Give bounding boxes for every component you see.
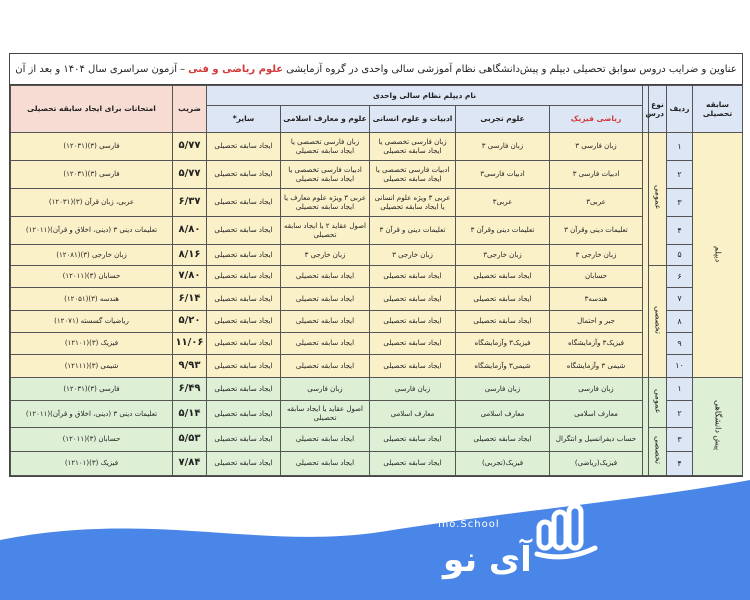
ino-logo-icon — [535, 502, 597, 564]
cell-exam: حسابان (۳)(۱۲۰۱۱) — [11, 428, 173, 452]
cell-zarib: ۶/۳۷ — [173, 189, 207, 217]
cell-riazi: فیزیک۳ وآزمایشگاه — [550, 333, 643, 355]
course-type — [649, 378, 667, 428]
cell-maaref: ایجاد سابقه تحصیلی — [281, 428, 370, 452]
cell-sayer: ایجاد سابقه تحصیلی — [207, 355, 281, 378]
cell-exam: فیزیک (۳)(۱۲۱۰۱) — [11, 333, 173, 355]
table-row — [11, 428, 743, 452]
cell-exam: فارسی (۳)(۱۲۰۳۱) — [11, 133, 173, 161]
row-number: ۳ — [667, 428, 693, 452]
cell-maaref: زبان فارسی — [281, 378, 370, 401]
cell-riazi: زبان فارسی — [550, 378, 643, 401]
cell-tajrobi: ایجاد سابقه تحصیلی — [456, 428, 550, 452]
table-row — [11, 333, 743, 355]
section-label-text: دیپلم — [713, 245, 723, 262]
cell-sayer: ایجاد سابقه تحصیلی — [207, 401, 281, 428]
header-emtehan: امتحانات برای ایجاد سابقه تحصیلی — [11, 86, 173, 133]
row-number: ۴ — [667, 452, 693, 476]
cell-exam: زبان خارجی (۳)(۱۲۰۸۱) — [11, 245, 173, 266]
cell-zarib: ۸/۸۰ — [173, 217, 207, 245]
logo-brand: آی نو — [443, 540, 532, 580]
cell-ensani: تعلیمات دینی و قرآن ۳ — [370, 217, 456, 245]
title-before: عناوین و ضرایب دروس سوابق تحصیلی دیپلم و پیش‌دانشگاهی نظام آموزشی سالی واحدی در گروه آزمایشی — [286, 63, 737, 75]
cell-exam: تعلیمات دینی ۳ (دینی، اخلاق و قرآن)(۱۲۰۱۱) — [11, 401, 173, 428]
cell-sayer: ایجاد سابقه تحصیلی — [207, 333, 281, 355]
section-label-text: پیش دانشگاهی — [713, 399, 723, 451]
table-row — [11, 401, 743, 428]
row-number: ۲ — [667, 401, 693, 428]
table-row — [11, 288, 743, 311]
cell-ensani: ایجاد سابقه تحصیلی — [370, 333, 456, 355]
cell-exam: حسابان (۳)(۱۲۰۱۱) — [11, 266, 173, 288]
cell-maaref: ایجاد سابقه تحصیلی — [281, 355, 370, 378]
cell-exam: ریاضیات گسسته (۱۲۰۷۱) — [11, 311, 173, 333]
title-after: – آزمون سراسری سال ۱۴۰۴ و بعد از آن — [15, 63, 186, 75]
cell-tajrobi: فیزیک۳ وآزمایشگاه — [456, 333, 550, 355]
cell-riazi: هندسه۳ — [550, 288, 643, 311]
cell-tajrobi: معارف اسلامی — [456, 401, 550, 428]
cell-sayer: ایجاد سابقه تحصیلی — [207, 452, 281, 476]
cell-sayer: ایجاد سابقه تحصیلی — [207, 189, 281, 217]
course-type — [649, 428, 667, 476]
cell-ensani: زبان خارجی ۳ — [370, 245, 456, 266]
table-row — [11, 355, 743, 378]
header-group: نام دیپلم نظام سالی واحدی — [207, 86, 643, 106]
cell-zarib: ۵/۱۴ — [173, 401, 207, 428]
cell-maaref: ایجاد سابقه تحصیلی — [281, 311, 370, 333]
cell-maaref: ایجاد سابقه تحصیلی — [281, 266, 370, 288]
row-number: ۹ — [667, 333, 693, 355]
table-row — [11, 245, 743, 266]
cell-tajrobi: زبان فارسی — [456, 378, 550, 401]
cell-riazi: حساب دیفرانسیل و انتگرال — [550, 428, 643, 452]
course-type-text: عمومی — [653, 388, 663, 414]
cell-maaref: زبان خارجی ۳ — [281, 245, 370, 266]
row-number: ۵ — [667, 245, 693, 266]
cell-maaref: زبان فارسی تخصصی یا ایجاد سابقه تحصیلی — [281, 133, 370, 161]
cell-zarib: ۶/۴۹ — [173, 378, 207, 401]
cell-tajrobi: ایجاد سابقه تحصیلی — [456, 266, 550, 288]
table-row — [11, 189, 743, 217]
cell-ensani: ایجاد سابقه تحصیلی — [370, 288, 456, 311]
row-number: ۴ — [667, 217, 693, 245]
cell-zarib: ۵/۷۷ — [173, 133, 207, 161]
cell-riazi: فیزیک(ریاضی) — [550, 452, 643, 476]
row-number: ۳ — [667, 189, 693, 217]
cell-ensani: ایجاد سابقه تحصیلی — [370, 266, 456, 288]
section-label — [693, 133, 743, 378]
cell-zarib: ۱۱/۰۶ — [173, 333, 207, 355]
cell-riazi: شیمی ۳ وآزمایشگاه — [550, 355, 643, 378]
page-title — [10, 54, 742, 85]
cell-exam: شیمی (۳)(۱۲۱۱۱) — [11, 355, 173, 378]
cell-tajrobi: ایجاد سابقه تحصیلی — [456, 288, 550, 311]
course-table-sheet — [9, 53, 743, 477]
header-noe: نوع درس — [649, 86, 667, 133]
row-number: ۷ — [667, 288, 693, 311]
cell-tajrobi: ادبیات فارسی۳ — [456, 161, 550, 189]
course-type-text: تخصصی — [653, 436, 663, 465]
cell-riazi: جبر و احتمال — [550, 311, 643, 333]
row-number: ۶ — [667, 266, 693, 288]
header-radif: ردیف — [667, 86, 693, 133]
cell-exam: فیزیک (۳)(۱۲۱۰۱) — [11, 452, 173, 476]
row-number: ۸ — [667, 311, 693, 333]
cell-maaref: عربی ۳ ویژه علوم معارف یا ایجاد سابقه تحصیلی — [281, 189, 370, 217]
cell-ensani: ایجاد سابقه تحصیلی — [370, 428, 456, 452]
cell-zarib: ۶/۱۴ — [173, 288, 207, 311]
footer-wave — [0, 470, 750, 600]
course-table — [10, 85, 743, 476]
table-row — [11, 378, 743, 401]
course-type-text: عمومی — [653, 185, 663, 210]
cell-ensani: ایجاد سابقه تحصیلی — [370, 452, 456, 476]
header-sayer: سایر* — [207, 106, 281, 133]
course-type-text: تخصصی — [653, 306, 663, 335]
course-type — [649, 266, 667, 378]
cell-maaref: ایجاد سابقه تحصیلی — [281, 288, 370, 311]
cell-riazi: تعلیمات دینی وقرآن ۳ — [550, 217, 643, 245]
header-zarib: ضریب — [173, 86, 207, 133]
cell-ensani: زبان فارسی تخصصی یا ایجاد سابقه تحصیلی — [370, 133, 456, 161]
header-maaref: علوم و معارف اسلامی — [281, 106, 370, 133]
table-row — [11, 311, 743, 333]
section-label — [693, 378, 743, 476]
header-ensani: ادبیات و علوم انسانی — [370, 106, 456, 133]
cell-ensani: عربی ۳ ویژه علوم انسانی یا ایجاد سابقه تحصیلی — [370, 189, 456, 217]
cell-riazi: حسابان — [550, 266, 643, 288]
table-row — [11, 266, 743, 288]
cell-riazi: ادبیات فارسی ۳ — [550, 161, 643, 189]
cell-tajrobi: زبان خارجی۳ — [456, 245, 550, 266]
row-number: ۱ — [667, 378, 693, 401]
cell-exam: فارسی (۳)(۱۲۰۳۱) — [11, 161, 173, 189]
cell-zarib: ۵/۷۷ — [173, 161, 207, 189]
cell-tajrobi: شیمی۳ وآزمایشگاه — [456, 355, 550, 378]
table-row — [11, 161, 743, 189]
cell-tajrobi: فیزیک(تجربی) — [456, 452, 550, 476]
cell-tajrobi: تعلیمات دینی وقرآن ۳ — [456, 217, 550, 245]
cell-zarib: ۵/۵۳ — [173, 428, 207, 452]
cell-exam: فارسی (۳)(۱۲۰۳۱) — [11, 378, 173, 401]
cell-riazi: زبان خارجی ۳ — [550, 245, 643, 266]
cell-maaref: ایجاد سابقه تحصیلی — [281, 333, 370, 355]
cell-zarib: ۵/۲۰ — [173, 311, 207, 333]
logo-subtitle: Ino.School — [438, 519, 500, 530]
cell-riazi: معارف اسلامی — [550, 401, 643, 428]
cell-exam: عربی، زبان قرآن (۳)(۱۲۰۳۱) — [11, 189, 173, 217]
row-number: ۱۰ — [667, 355, 693, 378]
cell-sayer: ایجاد سابقه تحصیلی — [207, 288, 281, 311]
cell-tajrobi: ایجاد سابقه تحصیلی — [456, 311, 550, 333]
cell-exam: هندسه (۳)(۱۲۰۵۱) — [11, 288, 173, 311]
cell-ensani: ایجاد سابقه تحصیلی — [370, 311, 456, 333]
cell-sayer: ایجاد سابقه تحصیلی — [207, 245, 281, 266]
cell-sayer: ایجاد سابقه تحصیلی — [207, 217, 281, 245]
cell-tajrobi: زبان فارسی ۳ — [456, 133, 550, 161]
cell-riazi: عربی۳ — [550, 189, 643, 217]
header-tajrobi: علوم تجربی — [456, 106, 550, 133]
cell-ensani: ادبیات فارسی تخصصی یا ایجاد سابقه تحصیلی — [370, 161, 456, 189]
cell-sayer: ایجاد سابقه تحصیلی — [207, 378, 281, 401]
cell-sayer: ایجاد سابقه تحصیلی — [207, 161, 281, 189]
cell-sayer: ایجاد سابقه تحصیلی — [207, 428, 281, 452]
table-row — [11, 217, 743, 245]
cell-zarib: ۷/۸۰ — [173, 266, 207, 288]
row-number: ۱ — [667, 133, 693, 161]
cell-sayer: ایجاد سابقه تحصیلی — [207, 311, 281, 333]
cell-zarib: ۷/۸۴ — [173, 452, 207, 476]
cell-riazi: زبان فارسی ۳ — [550, 133, 643, 161]
cell-maaref: اصول عقاید ۲ یا ایجاد سابقه تحصیلی — [281, 217, 370, 245]
cell-maaref: اصول عقاید یا ایجاد سابقه تحصیلی — [281, 401, 370, 428]
cell-maaref: ادبیات فارسی تخصصی یا ایجاد سابقه تحصیلی — [281, 161, 370, 189]
cell-exam: تعلیمات دینی ۳ (دینی، اخلاق و قرآن)(۱۲۰۱۱) — [11, 217, 173, 245]
row-number: ۲ — [667, 161, 693, 189]
course-type — [649, 133, 667, 266]
title-highlight: علوم ریاضی و فنی — [188, 63, 284, 75]
cell-maaref: ایجاد سابقه تحصیلی — [281, 452, 370, 476]
cell-ensani: ایجاد سابقه تحصیلی — [370, 355, 456, 378]
header-sabeghe: سابقه تحصیلی — [693, 86, 743, 133]
cell-sayer: ایجاد سابقه تحصیلی — [207, 266, 281, 288]
table-row — [11, 133, 743, 161]
cell-tajrobi: عربی۳ — [456, 189, 550, 217]
cell-sayer: ایجاد سابقه تحصیلی — [207, 133, 281, 161]
cell-zarib: ۸/۱۶ — [173, 245, 207, 266]
cell-ensani: معارف اسلامی — [370, 401, 456, 428]
header-riazi: ریاضی فیزیک — [550, 106, 643, 133]
cell-zarib: ۹/۹۳ — [173, 355, 207, 378]
cell-ensani: زبان فارسی — [370, 378, 456, 401]
